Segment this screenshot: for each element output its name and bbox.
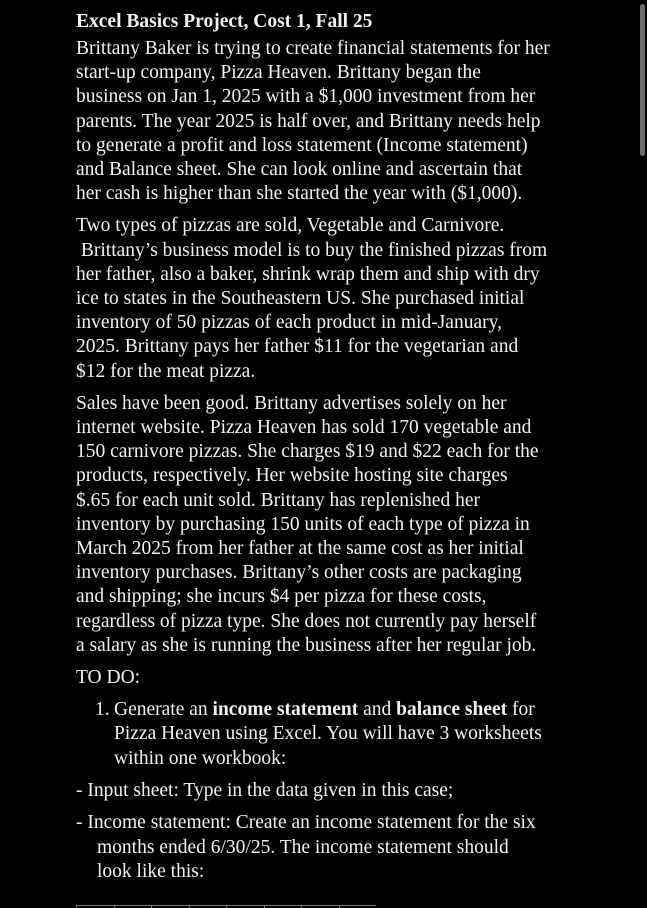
text-line: $.65 for each unit sold. Brittany has replenished her bbox=[76, 489, 480, 511]
text-line: parents. The year 2025 is half over, and Brittany needs help bbox=[76, 110, 541, 132]
text-line: inventory by purchasing 150 units of each type of pizza in bbox=[76, 513, 530, 535]
text-line: ice to states in the Southeastern US. She purchased initial bbox=[76, 288, 525, 310]
document-page bbox=[76, 8, 576, 892]
document-title: Excel Basics Project, Cost 1, Fall 25 bbox=[76, 11, 373, 32]
text-line: months ended 6/30/25. The income statement should bbox=[97, 836, 509, 858]
text-line: business on Jan 1, 2025 with a $1,000 investment from her bbox=[76, 86, 536, 108]
text-line: Two types of pizzas are sold, Vegetable and Carnivore. bbox=[76, 215, 505, 237]
dash-item-input-sheet bbox=[76, 779, 576, 803]
text-line: Sales have been good. Brittany advertises solely on her bbox=[76, 392, 507, 414]
dash-item-income-statement bbox=[76, 811, 576, 884]
list-number: 1. bbox=[95, 699, 110, 721]
paragraph-sales bbox=[76, 392, 576, 658]
text-line: Pizza Heaven using Excel. You will have 3 worksheets bbox=[114, 723, 542, 745]
text-line: Brittany’s business model is to buy the finished pizzas from bbox=[76, 239, 548, 261]
text-line: a salary as she is running the business after her regular job. bbox=[76, 634, 537, 656]
scrollbar-thumb[interactable] bbox=[640, 4, 645, 156]
text-line: internet website. Pizza Heaven has sold 170 vegetable and bbox=[76, 417, 532, 439]
text-line: $12 for the meat pizza. bbox=[76, 360, 256, 382]
text-line: 2025. Brittany pays her father $11 for the vegetarian and bbox=[76, 336, 519, 358]
bold-balance-sheet: balance sheet bbox=[396, 699, 508, 721]
text-line: regardless of pizza type. She does not currently pay herself bbox=[76, 610, 537, 632]
text-segment: Generate an bbox=[114, 699, 213, 721]
text-line: start-up company, Pizza Heaven. Brittany began the bbox=[76, 62, 481, 84]
text-line: Brittany Baker is trying to create financial statements for her bbox=[76, 38, 550, 59]
numbered-item-1 bbox=[95, 698, 576, 771]
text-segment: and bbox=[358, 699, 397, 721]
text-line: - Input sheet: Type in the data given in this case; bbox=[76, 779, 454, 801]
text-line: her cash is higher than she started the year with ($1,000). bbox=[76, 183, 523, 205]
text-line: products, respectively. Her website hosting site charges bbox=[76, 465, 508, 487]
text-line bbox=[95, 698, 576, 722]
paragraph-intro bbox=[76, 37, 576, 206]
paragraph-products bbox=[76, 214, 576, 383]
text-line: and shipping; she incurs $4 per pizza for these costs, bbox=[76, 586, 487, 608]
text-line: to generate a profit and loss statement (Income statement) bbox=[76, 134, 528, 156]
text-line: inventory purchases. Brittany’s other costs are packaging bbox=[76, 562, 522, 584]
text-line: look like this: bbox=[97, 860, 205, 882]
text-line: 150 carnivore pizzas. She charges $19 and $22 each for the bbox=[76, 441, 539, 463]
text-line: inventory of 50 pizzas of each product in mid-January, bbox=[76, 312, 502, 334]
text-line: March 2025 from her father at the same cost as her initial bbox=[76, 538, 524, 560]
text-segment: for bbox=[507, 699, 535, 721]
text-line: within one workbook: bbox=[114, 747, 287, 769]
todo-heading: TO DO: bbox=[76, 667, 141, 689]
text-line: her father, also a baker, shrink wrap them and ship with dry bbox=[76, 263, 540, 285]
bold-income-statement: income statement bbox=[212, 699, 359, 721]
text-line: - Income statement: Create an income statement for the six bbox=[76, 812, 536, 834]
text-line: and Balance sheet. She can look online and ascertain that bbox=[76, 159, 523, 181]
